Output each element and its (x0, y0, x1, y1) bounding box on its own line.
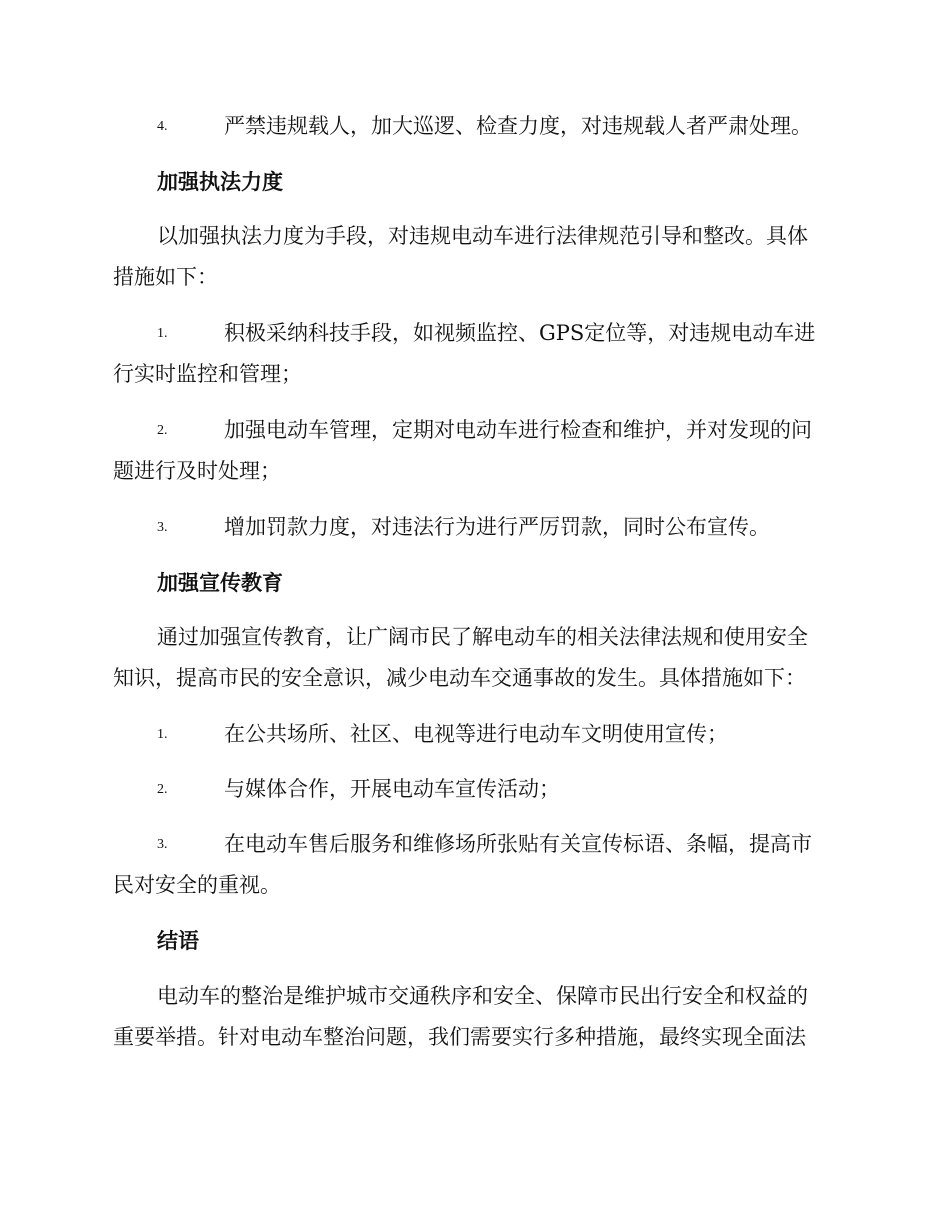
paragraph-line: 电动车的整治是维护城市交通秩序和安全、保障市民出行安全和权益的 (157, 984, 808, 1008)
paragraph-line: 措施如下： (113, 265, 218, 289)
paragraph-line: 重要举措。针对电动车整治问题，我们需要实行多种措施，最终实现全面法 (113, 1025, 806, 1049)
list-item-text: 严禁违规载人，加大巡逻、检查力度，对违规载人者严肃处理。 (224, 114, 812, 138)
list-item-number: 3. (157, 520, 168, 535)
list-item-text: 加强电动车管理，定期对电动车进行检查和维护，并对发现的问 (224, 418, 812, 442)
list-item-number: 4. (157, 119, 168, 134)
list-item-text: 在电动车售后服务和维修场所张贴有关宣传标语、条幅，提高市 (224, 832, 812, 856)
paragraph-line: 以加强执法力度为手段，对违规电动车进行法律规范引导和整改。具体 (157, 224, 808, 248)
list-item-text: 在公共场所、社区、电视等进行电动车文明使用宣传； (224, 722, 728, 746)
list-item-text-continued: 民对安全的重视。 (113, 873, 281, 897)
list-item-text: 增加罚款力度，对违法行为进行严厉罚款，同时公布宣传。 (224, 515, 770, 539)
list-item-number: 2. (157, 782, 168, 797)
list-item-number: 1. (157, 727, 168, 742)
list-item-text: 与媒体合作，开展电动车宣传活动； (224, 777, 560, 801)
list-item-number: 1. (157, 326, 168, 341)
section-heading-law-enforcement: 加强执法力度 (157, 169, 283, 194)
list-item-text: 积极采纳科技手段，如视频监控、GPS定位等，对违规电动车进 (224, 321, 816, 345)
paragraph-line: 知识，提高市民的安全意识，减少电动车交通事故的发生。具体措施如下： (113, 666, 806, 690)
list-item-number: 2. (157, 423, 168, 438)
section-heading-conclusion: 结语 (157, 928, 199, 953)
section-heading-publicity-education: 加强宣传教育 (157, 570, 283, 595)
list-item-number: 3. (157, 837, 168, 852)
list-item-text-continued: 行实时监控和管理； (113, 362, 302, 386)
list-item-text-continued: 题进行及时处理； (113, 459, 281, 483)
paragraph-line: 通过加强宣传教育，让广阔市民了解电动车的相关法律法规和使用安全 (157, 625, 808, 649)
